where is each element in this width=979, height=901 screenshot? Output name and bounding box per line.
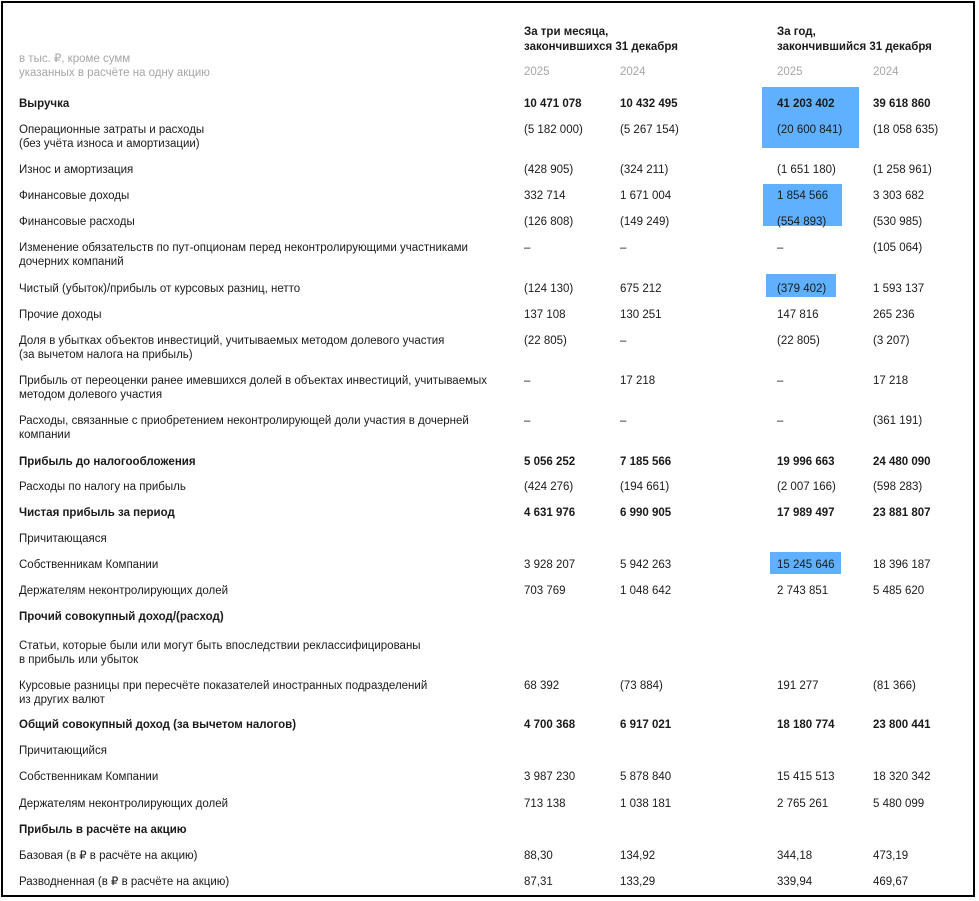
header-year-line-2: закончившийся 31 декабря xyxy=(777,41,932,53)
cell-value: (598 283) xyxy=(873,481,923,493)
year-col-4: 2024 xyxy=(873,66,899,78)
cell-value: (126 808) xyxy=(524,216,574,228)
row-label-line: Курсовые разницы при пересчёте показателей иностранных подразделений xyxy=(19,680,428,692)
row-label-line: методом долевого участия xyxy=(19,389,163,401)
cell-value: 87,31 xyxy=(524,876,553,888)
row-label-line: Причитающийся xyxy=(19,745,107,757)
cell-value: (5 267 154) xyxy=(620,124,679,136)
row-label-line: Износ и амортизация xyxy=(19,164,134,176)
row-label-line: компании xyxy=(19,429,71,441)
cell-value: 5 480 099 xyxy=(873,798,925,810)
cell-value: 23 881 807 xyxy=(873,507,931,519)
cell-value: (379 402) xyxy=(777,283,827,295)
cell-value: (81 366) xyxy=(873,680,916,692)
row-label xyxy=(19,532,107,546)
cell-value: 41 203 402 xyxy=(777,98,835,110)
cell-value: (1 651 180) xyxy=(777,164,836,176)
cell-value: 5 485 620 xyxy=(873,585,925,597)
row-label-line: Прочие доходы xyxy=(19,309,102,321)
cell-value: 137 108 xyxy=(524,309,566,321)
cell-value: 191 277 xyxy=(777,680,819,692)
row-label-line: Прибыль от переоценки ранее имевшихся долей в объектах инвестиций, учитываемых xyxy=(19,375,488,387)
financial-statement-frame xyxy=(1,1,975,897)
row-label xyxy=(19,241,468,269)
cell-value: 4 631 976 xyxy=(524,507,576,519)
row-label-line: Прочий совокупный доход/(расход) xyxy=(19,611,224,623)
header-three-months xyxy=(524,25,678,55)
row-label xyxy=(19,679,427,707)
cell-value: (554 893) xyxy=(777,216,827,228)
cell-value: (530 985) xyxy=(873,216,923,228)
row-label-line: дочерних компаний xyxy=(19,256,124,268)
cell-value: 19 996 663 xyxy=(777,456,835,468)
row-label-line: Базовая (в ₽ в расчёте на акцию) xyxy=(19,850,198,862)
cell-value: (361 191) xyxy=(873,415,923,427)
row-label-line: (за вычетом налога на прибыль) xyxy=(19,349,193,361)
cell-value: 17 218 xyxy=(873,375,909,387)
cell-value: 265 236 xyxy=(873,309,915,321)
row-label-line: Разводненная (в ₽ в расчёте на акцию) xyxy=(19,876,230,888)
cell-value: 7 185 566 xyxy=(620,456,672,468)
cell-value: (149 249) xyxy=(620,216,670,228)
row-label xyxy=(19,797,228,811)
row-label-line: Причитающаяся xyxy=(19,533,107,545)
row-label xyxy=(19,823,187,837)
cell-value: 3 303 682 xyxy=(873,190,925,202)
row-label xyxy=(19,718,296,732)
row-label xyxy=(19,584,228,598)
cell-value: (2 007 166) xyxy=(777,481,836,493)
header-three-months-line-2: закончившихся 31 декабря xyxy=(524,41,678,53)
cell-value: 4 700 368 xyxy=(524,719,576,731)
year-col-2: 2024 xyxy=(620,66,646,78)
cell-value: 1 048 642 xyxy=(620,585,672,597)
cell-value: 130 251 xyxy=(620,309,662,321)
row-label xyxy=(19,215,135,229)
cell-value: 10 432 495 xyxy=(620,98,678,110)
cell-value: – xyxy=(524,415,531,427)
row-label xyxy=(19,875,229,889)
cell-value: 5 056 252 xyxy=(524,456,576,468)
cell-value: 1 671 004 xyxy=(620,190,672,202)
row-label-line: Финансовые доходы xyxy=(19,190,130,202)
cell-value: – xyxy=(620,335,627,347)
cell-value: (124 130) xyxy=(524,283,574,295)
cell-value: 133,29 xyxy=(620,876,656,888)
row-label xyxy=(19,189,129,203)
cell-value: 473,19 xyxy=(873,850,909,862)
cell-value: 68 392 xyxy=(524,680,560,692)
row-label-line: Выручка xyxy=(19,98,70,110)
cell-value: (5 182 000) xyxy=(524,124,583,136)
cell-value: – xyxy=(777,375,784,387)
row-label xyxy=(19,506,175,520)
row-label xyxy=(19,455,196,469)
cell-value: 1 854 566 xyxy=(777,190,829,202)
row-label-line: в прибыль или убыток xyxy=(19,654,139,666)
header-three-months-line-1: За три месяца, xyxy=(524,26,609,38)
cell-value: 15 245 646 xyxy=(777,559,835,571)
row-label xyxy=(19,334,444,362)
row-label-line: Собственникам Компании xyxy=(19,559,159,571)
cell-value: 15 415 513 xyxy=(777,771,835,783)
row-label-line: (без учёта износа и амортизации) xyxy=(19,138,200,150)
cell-value: 6 990 905 xyxy=(620,507,672,519)
cell-value: 18 320 342 xyxy=(873,771,931,783)
row-label xyxy=(19,97,69,111)
cell-value: – xyxy=(524,375,531,387)
row-label xyxy=(19,374,487,402)
cell-value: 6 917 021 xyxy=(620,719,672,731)
cell-value: (1 258 961) xyxy=(873,164,932,176)
row-label-line: Держателям неконтролирующих долей xyxy=(19,585,229,597)
cell-value: (20 600 841) xyxy=(777,124,843,136)
cell-value: 3 987 230 xyxy=(524,771,576,783)
cell-value: 469,67 xyxy=(873,876,909,888)
cell-value: 10 471 078 xyxy=(524,98,582,110)
row-label-line: Общий совокупный доход (за вычетом налогов) xyxy=(19,719,297,731)
cell-value: – xyxy=(620,415,627,427)
cell-value: (3 207) xyxy=(873,335,910,347)
cell-value: 1 038 181 xyxy=(620,798,672,810)
cell-value: 703 769 xyxy=(524,585,566,597)
row-label xyxy=(19,610,224,624)
row-label-line: Статьи, которые были или могут быть впоследствии реклассифицированы xyxy=(19,640,421,652)
cell-value: 675 212 xyxy=(620,283,662,295)
cell-value: – xyxy=(777,242,784,254)
cell-value: 332 714 xyxy=(524,190,566,202)
row-label-line: Чистая прибыль за период xyxy=(19,507,175,519)
cell-value: 713 138 xyxy=(524,798,566,810)
row-label-line: Прибыль до налогообложения xyxy=(19,456,196,468)
row-label-line: из других валют xyxy=(19,694,105,706)
cell-value: (22 805) xyxy=(777,335,820,347)
row-label xyxy=(19,163,133,177)
units-note xyxy=(19,52,210,80)
row-label-line: Операционные затраты и расходы xyxy=(19,124,205,136)
cell-value: 17 989 497 xyxy=(777,507,835,519)
units-note-line-1: в тыс. ₽, кроме сумм xyxy=(19,53,131,65)
cell-value: (18 058 635) xyxy=(873,124,939,136)
row-label-line: Прибыль в расчёте на акцию xyxy=(19,824,187,836)
cell-value: – xyxy=(524,242,531,254)
cell-value: 2 743 851 xyxy=(777,585,829,597)
cell-value: (73 884) xyxy=(620,680,663,692)
cell-value: (428 905) xyxy=(524,164,574,176)
cell-value: – xyxy=(777,415,784,427)
row-label xyxy=(19,770,158,784)
row-label-line: Расходы по налогу на прибыль xyxy=(19,481,186,493)
row-label-line: Расходы, связанные с приобретением неконтролирующей доли участия в дочерней xyxy=(19,415,469,427)
cell-value: 5 878 840 xyxy=(620,771,672,783)
header-year xyxy=(777,25,932,55)
row-label xyxy=(19,414,469,442)
cell-value: 24 480 090 xyxy=(873,456,931,468)
cell-value: 1 593 137 xyxy=(873,283,925,295)
cell-value: 5 942 263 xyxy=(620,559,672,571)
header-year-line-1: За год, xyxy=(777,26,816,38)
row-label xyxy=(19,558,158,572)
cell-value: (324 211) xyxy=(620,164,669,176)
cell-value: 2 765 261 xyxy=(777,798,829,810)
row-label xyxy=(19,123,204,151)
cell-value: (105 064) xyxy=(873,242,923,254)
row-label xyxy=(19,744,107,758)
cell-value: 339,94 xyxy=(777,876,813,888)
row-label xyxy=(19,639,421,667)
row-label-line: Собственникам Компании xyxy=(19,771,159,783)
cell-value: (22 805) xyxy=(524,335,567,347)
cell-value: – xyxy=(620,242,627,254)
year-col-1: 2025 xyxy=(524,66,550,78)
cell-value: 18 396 187 xyxy=(873,559,931,571)
cell-value: 3 928 207 xyxy=(524,559,576,571)
row-label-line: Чистый (убыток)/прибыль от курсовых разниц, нетто xyxy=(19,283,301,295)
cell-value: 344,18 xyxy=(777,850,813,862)
cell-value: 88,30 xyxy=(524,850,553,862)
cell-value: 23 800 441 xyxy=(873,719,931,731)
row-label xyxy=(19,282,300,296)
cell-value: (194 661) xyxy=(620,481,670,493)
cell-value: (424 276) xyxy=(524,481,574,493)
row-label xyxy=(19,849,197,863)
row-label-line: Изменение обязательств по пут-опционам перед неконтролирующими участниками xyxy=(19,242,468,254)
cell-value: 18 180 774 xyxy=(777,719,835,731)
row-label-line: Доля в убытках объектов инвестиций, учитываемых методом долевого участия xyxy=(19,335,445,347)
year-col-3: 2025 xyxy=(777,66,803,78)
cell-value: 39 618 860 xyxy=(873,98,931,110)
row-label-line: Финансовые расходы xyxy=(19,216,135,228)
cell-value: 134,92 xyxy=(620,850,656,862)
units-note-line-2: указанных в расчёте на одну акцию xyxy=(19,67,210,79)
row-label-line: Держателям неконтролирующих долей xyxy=(19,798,229,810)
row-label xyxy=(19,308,102,322)
row-label xyxy=(19,480,186,494)
cell-value: 17 218 xyxy=(620,375,656,387)
cell-value: 147 816 xyxy=(777,309,819,321)
